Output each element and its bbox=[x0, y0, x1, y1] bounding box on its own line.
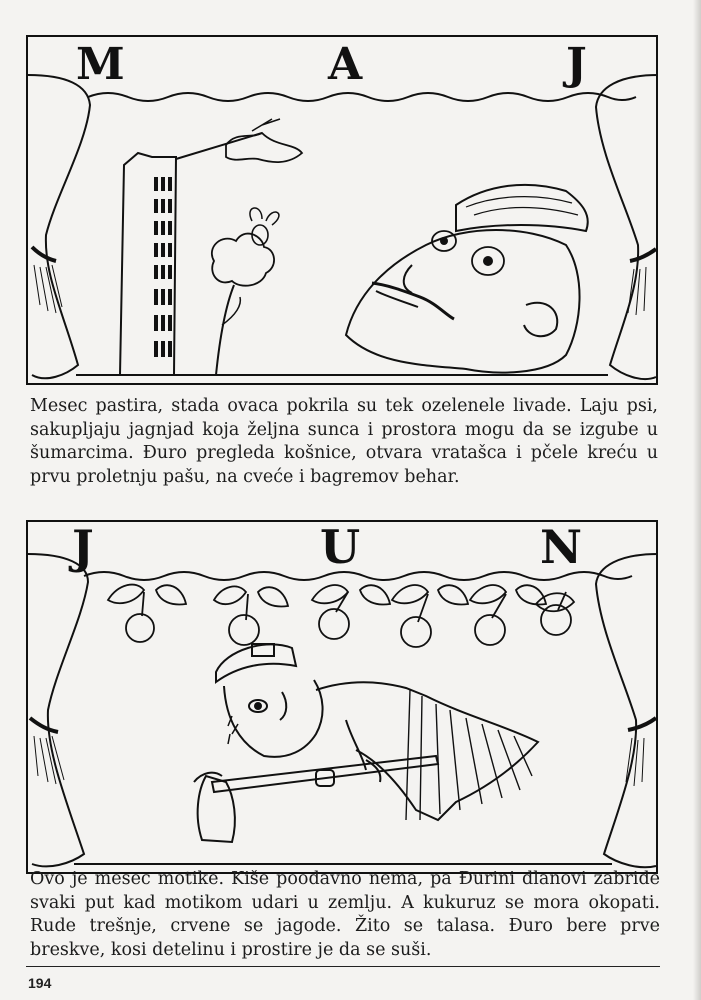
footer-rule bbox=[26, 966, 660, 967]
june-caption: Ovo je mesec motike. Kiše poodavno nema, pa Đurini dlanovi zabride svaki put kad motikom udari u zemlju. A kukuruz se mora okopati. Rude trešnje, crvene se jagode. Žito se talasa. Đuro bere prve breskve, kosi detelinu i prostire je da se suši. bbox=[30, 869, 660, 960]
man-with-hat-drawing bbox=[346, 185, 588, 373]
may-valance bbox=[88, 93, 636, 101]
may-caption: Mesec pastira, stada ovaca pokrila su tek ozelenele livade. Laju psi, sakupljaju jagnjad koja željna sunca i prostora mogu da se izgube u šumarcima. Đuro pregleda košnice, otvara vratašca i pčele kreću u prvu proletnju pašu, na cveće i bagremov behar. bbox=[30, 396, 658, 487]
june-panel bbox=[26, 520, 660, 880]
june-right-curtain bbox=[596, 554, 658, 867]
cherries-row bbox=[108, 585, 574, 647]
june-left-curtain bbox=[28, 554, 88, 866]
may-left-curtain bbox=[28, 75, 90, 378]
may-title-letter-1: M bbox=[76, 39, 125, 90]
june-title-letter-3: N bbox=[540, 520, 583, 574]
peasant-with-hoe-drawing bbox=[194, 644, 538, 842]
tower-drawing bbox=[120, 119, 302, 375]
page-edge-shadow bbox=[693, 0, 701, 1000]
may-right-curtain bbox=[596, 75, 658, 379]
june-illustration bbox=[26, 520, 660, 880]
june-title-letter-2: U bbox=[320, 520, 361, 574]
page-number: 194 bbox=[28, 975, 52, 991]
may-title-letter-2: A bbox=[328, 39, 363, 90]
flower-with-bee bbox=[212, 208, 279, 375]
may-panel bbox=[26, 35, 660, 390]
may-title-letter-3: J bbox=[566, 39, 587, 90]
june-title-letter-1: J bbox=[72, 520, 94, 574]
